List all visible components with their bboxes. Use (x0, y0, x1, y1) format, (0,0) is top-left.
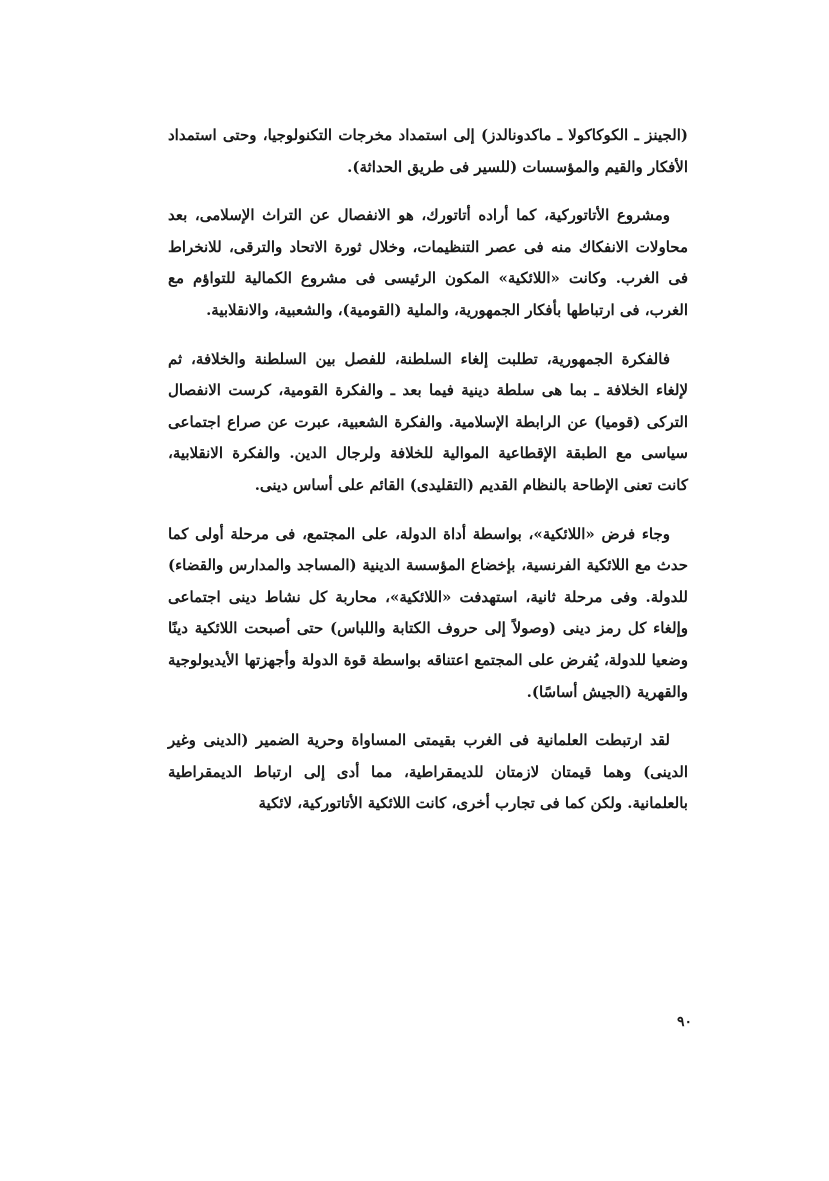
paragraph-3: فالفكرة الجمهورية، تطلبت إلغاء السلطنة، للفصل بين السلطنة والخلافة، ثم لإلغاء الخلافة ـ بما هى سلطة دينية فيما بعد ـ والفكرة القومية، كرست الانفصال التركى (قوميا) عن الرابطة الإسلامية. والفكرة الشعبية، عبرت عن صراع اجتماعى سياسى مع الطبقة الإقطاعية الموالية للخلافة ولرجال الدين. والفكرة الانقلابية، كانت تعنى الإطاحة بالنظام القديم (التقليدى) القائم على أساس دينى. (168, 349, 688, 494)
paragraph-1: (الجينز ـ الكوكاكولا ـ ماكدونالدز) إلى استمداد مخرجات التكنولوجيا، وحتى استمداد الأفكار والقيم والمؤسسات (للسير فى طريق الحداثة). (168, 126, 688, 176)
paragraph-2: ومشروع الأتاتوركية، كما أراده أتاتورك، هو الانفصال عن التراث الإسلامى، بعد محاولات الانفكاك منه فى عصر التنظيمات، وخلال ثورة الاتحاد والترقى، للانخراط فى الغرب. وكانت «اللائكية» المكون الرئيسى فى مشروع الكمالية للتواؤم مع الغرب، فى ارتباطها بأفكار الجمهورية، والملية (القومية)، والشعبية، والانقلابية. (168, 206, 688, 319)
paragraph-4: وجاء فرض «اللائكية»، بواسطة أداة الدولة، على المجتمع، فى مرحلة أولى كما حدث مع اللائكية الفرنسية، بإخضاع المؤسسة الدينية (المساجد والمدارس والقضاء) للدولة. وفى مرحلة ثانية، استهدفت «اللائكية»، محاربة كل نشاط دينى اجتماعى وإلغاء كل رمز دينى (وصولاً إلى حروف الكتابة واللباس) حتى أصبحت اللائكية دينًا وضعيا للدولة، يُفرض على المجتمع اعتناقه بواسطة قوة الدولة وأجهزتها الأيديولوجية والقهرية (الجيش أساسًا). (168, 524, 688, 701)
body-text (168, 120, 688, 837)
page-number: ٩٠ (676, 1014, 692, 1030)
paragraph-5: لقد ارتبطت العلمانية فى الغرب بقيمتى المساواة وحرية الضمير (الدينى وغير الدينى) وهما قيمتان لازمتان للديمقراطية، مما أدى إلى ارتباط الديمقراطية بالعلمانية. ولكن كما فى تجارب أخرى، كانت اللائكية الأتاتوركية، لائكية (168, 731, 688, 813)
